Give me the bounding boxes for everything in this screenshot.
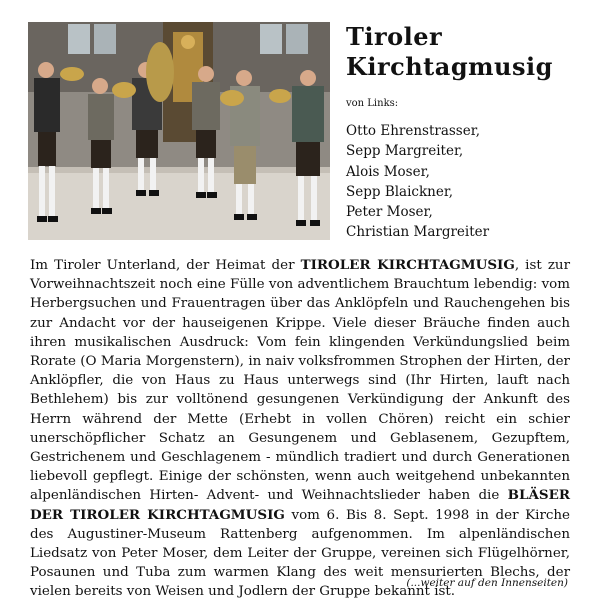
member-name: Christian Margreiter	[346, 224, 490, 241]
member-name: Peter Moser,	[346, 204, 433, 221]
body-text-2: , ist zur Vorweihnachtszeit noch eine Fülle von adventlichem Brauchtum lebendig: vom Herbergsuchen und Frauentragen über das Anklöpfeln und Rauchengehen bis zur Andacht vor der hauseigenen Krippe. Viele dieser Bräuche finden auch ihren musikalischen Ausdruck: Vom fein klingenden Verkündungslied beim Rorate (O Maria Morgenstern), in naiv volksfrommen Strophen der Hirten, der Anklöpfler, die von Haus zu Haus unterwegs sind (Ihr Hirten, lauft nach Bethlehem) bis zur volltönend gesungenen Verkündigung der Ankunft des Herrn während der Mette (Erhebt in vollen Chören) reicht ein schier unerschöpflicher Schatz an Gesungenem und Geblasenem, Gezupftem, Gestrichenem und Geschlagenem - mündlich tradiert und durch Generationen liebevoll gepflegt. Einige der schönsten, wenn auch weitgehend unbekannten alpenländischen Hirten- Advent- und Weihnachtslieder haben die	[30, 258, 570, 504]
member-name: Sepp Blaickner,	[346, 183, 454, 200]
names-label: von Links:	[346, 98, 399, 109]
body-paragraph	[30, 256, 570, 602]
page-title	[346, 22, 586, 82]
body-bold-1: TIROLER KIRCHTAGMUSIG	[300, 257, 515, 273]
band-photo	[28, 22, 330, 240]
member-name: Otto Ehrenstrasser,	[346, 123, 480, 139]
body-text-3: vom 6. Bis 8. Sept. 1998 in der Kirche des Augustiner-Museum Rattenberg aufgenommen. Im alpenländischen Liedsatz von Peter Moser, dem Leiter der Gruppe, vereinen sich Flügelhörner, Posaunen und Tuba zum warmen Klang des weit mensurierten Blechs, der vielen bereits von Weisen und Jodlern der Gruppe bekannt ist.	[30, 507, 570, 600]
continuation-note: (...weiter auf den Innenseiten)	[406, 577, 568, 589]
member-name: Sepp Margreiter,	[346, 143, 464, 160]
member-names-list	[346, 121, 489, 243]
member-name: Alois Moser,	[346, 163, 430, 180]
body-bold-2: BLÄSER DER TIROLER KIRCHTAGMUSIG	[30, 487, 570, 523]
body-text-1: Im Tiroler Unterland, der Heimat der	[30, 258, 301, 273]
title-line-1: Tiroler	[346, 22, 443, 51]
title-line-2: Kirchtagmusig	[346, 52, 553, 81]
